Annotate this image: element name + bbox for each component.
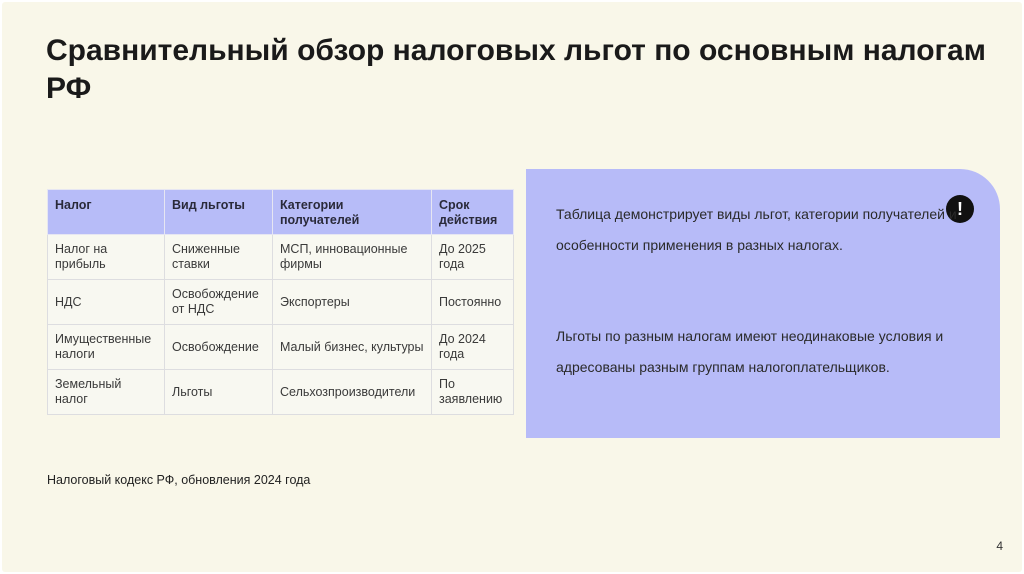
table-cell: Имущественные налоги [48,325,165,370]
table-header-cell: Срок действия [432,190,514,235]
table-cell: МСП, инновационные фирмы [273,235,432,280]
table-cell: НДС [48,280,165,325]
table-cell: Малый бизнес, культуры [273,325,432,370]
table-header-cell: Налог [48,190,165,235]
table-cell: Освобождение от НДС [165,280,273,325]
table-header-cell: Вид льготы [165,190,273,235]
table-cell: До 2024 года [432,325,514,370]
table-cell: Льготы [165,370,273,415]
table-cell: Освобождение [165,325,273,370]
table-cell: Налог на прибыль [48,235,165,280]
table-cell: Сниженные ставки [165,235,273,280]
page-number: 4 [996,539,1003,553]
source-note: Налоговый кодекс РФ, обновления 2024 года [47,473,311,487]
summary-paragraph-2: Льготы по разным налогам имеют неодинаковые условия и адресованы разным группам налогоплательщиков. [556,328,944,375]
table-header-cell: Категории получателей [273,190,432,235]
table-row [48,325,514,370]
table-cell: По заявлению [432,370,514,415]
slide-title: Сравнительный обзор налоговых льгот по основным налогам РФ [46,34,986,105]
tax-benefits-table-container [47,189,513,415]
summary-paragraph-1: Таблица демонстрирует виды льгот, категории получателей и особенности применения в разных налогах. [556,206,957,253]
table-row [48,235,514,280]
exclamation-icon: ! [946,195,974,223]
tax-benefits-table [47,189,514,415]
table-cell: Экспортеры [273,280,432,325]
table-row [48,370,514,415]
table-cell: Сельхозпроизводители [273,370,432,415]
table-cell: Постоянно [432,280,514,325]
table-row [48,280,514,325]
table-cell: Земельный налог [48,370,165,415]
table-cell: До 2025 года [432,235,514,280]
table-header-row [48,190,514,235]
